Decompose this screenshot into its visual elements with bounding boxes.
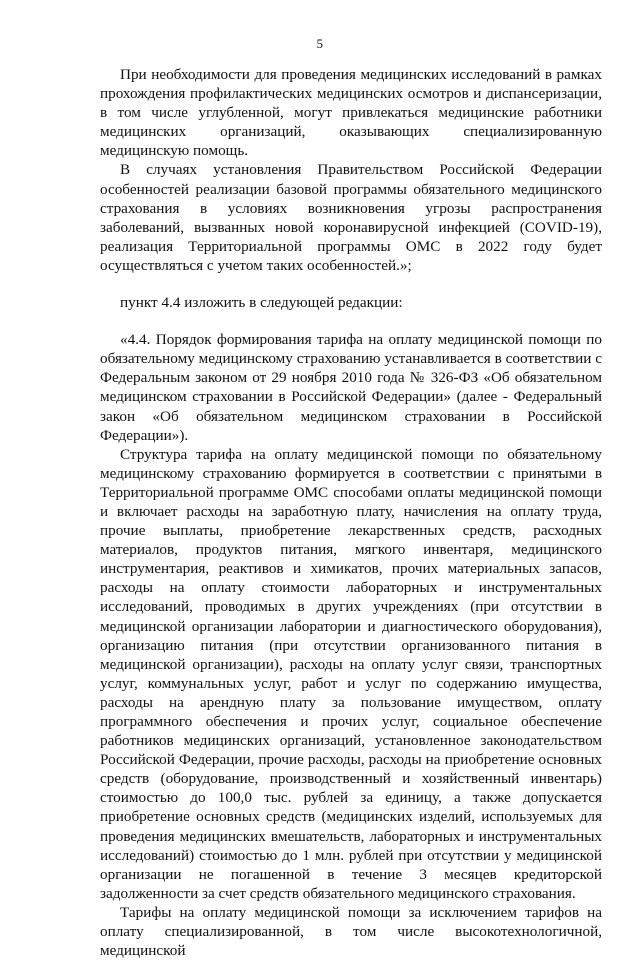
paragraph-covid-features: В случаях установления Правительством Российской Федерации особенностей реализации базовой программы обязательного медицинского страхования в условиях возникновения угрозы распространения заболеваний, вызванных новой коронавирусной инфекцией (COVID-19), реализация Территориальной программы ОМС в 2022 году будет осуществляться с учетом таких особенностей.»; bbox=[100, 161, 602, 274]
paragraph-tariff-structure: Структура тарифа на оплату медицинской помощи по обязательному медицинскому страхованию формируется в соответствии с принятыми в Территориальной программе ОМС способами оплаты медицинской помощи и включает расходы на заработную плату, начисления на оплату труда, прочие выплаты, приобретение лекарственных средств, расходных материалов, продуктов питания, мягкого инвентаря, медицинского инструментария, реактивов и химикатов, прочих материальных запасов, расходы на оплату стоимости лабораторных и инструментальных исследований, проводимых в других учреждениях (при отсутствии в медицинской организации лаборатории и диагностического оборудования), организацию питания (при отсутствии организованного питания в медицинской организации), расходы на оплату услуг связи, транспортных услуг, коммунальных услуг, работ и услуг по содержанию имущества, расходы на арендную плату за пользование имуществом, оплату программного обеспечения и прочих услуг, социальное обеспечение работников медицинских организаций, установленное законодательством Российской Федерации, прочие расходы, расходы на приобретение основных средств (оборудование, производственный и хозяйственный инвентарь) стоимостью до 100,0 тыс. рублей за единицу, а также допускается приобретение основных средств (медицинских изделий, используемых для проведения медицинских вмешательств, лабораторных и инструментальных исследований) стоимостью до 1 млн. рублей при отсутствии у медицинской организации не погашенной в течение 3 месяцев кредиторской задолженности за счет средств обязательного медицинского страхования. bbox=[100, 445, 602, 902]
paragraph-tariffs-exceptions: Тарифы на оплату медицинской помощи за исключением тарифов на оплату специализированной, в том числе высокотехнологичной, медицинской bbox=[100, 903, 602, 960]
paragraph-medical-examinations: При необходимости для проведения медицинских исследований в рамках прохождения профилактических медицинских осмотров и диспансеризации, в том числе углубленной, могут привлекаться медицинские работники медицинских организаций, оказывающих специализированную медицинскую помощь. bbox=[100, 66, 602, 160]
paragraph-amendment-instruction: пункт 4.4 изложить в следующей редакции: bbox=[120, 294, 403, 312]
page-number: 5 bbox=[316, 36, 324, 51]
document-body bbox=[100, 65, 602, 960]
paragraph-tariff-procedure: «4.4. Порядок формирования тарифа на оплату медицинской помощи по обязательному медицинскому страхованию устанавливается в соответствии с Федеральным законом от 29 ноября 2010 года № 326-ФЗ «Об обязательном медицинском страховании в Российской Федерации» (далее - Федеральный закон «Об обязательном медицинском страховании в Российской Федерации»). bbox=[100, 331, 602, 444]
